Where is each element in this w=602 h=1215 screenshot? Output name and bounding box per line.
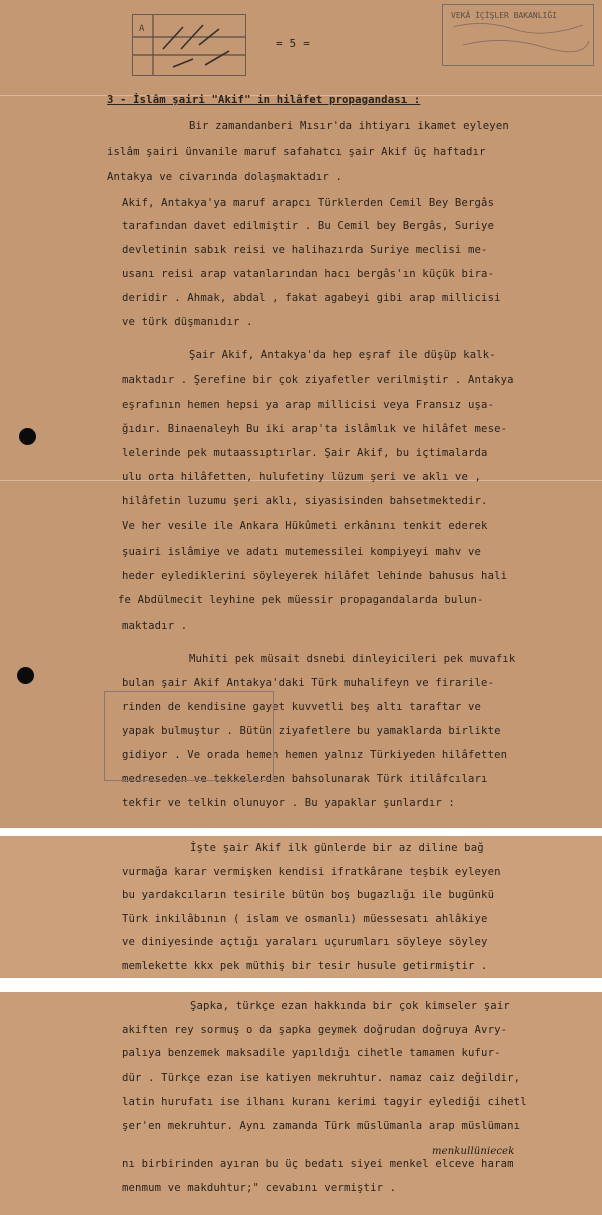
text-line: devletinin sabık reisi ve halihazırda Suriye meclisi me- [122, 244, 488, 256]
text-line: menmum ve makduhtur;" cevabını vermiştir . [122, 1182, 397, 1194]
text-line: ğıdır. Binaenaleyh Bu iki arap'ta islâmlık ve hilâfet mese- [122, 423, 508, 435]
text-line: tarafından davet edilmiştir . Bu Cemil bey Bergâs, Suriye [122, 220, 495, 232]
punch-hole [19, 428, 36, 445]
text-line: latin hurufatı ise ilhanı kuranı kerimi tagyir eylediği cihetl [122, 1096, 527, 1108]
text-line: usanı reisi arap vatanlarından hacı bergâs'ın küçük bira- [122, 268, 495, 280]
text-line: nı birbirinden ayıran bu üç bedatı siyei menkel elceve haram [122, 1158, 514, 1170]
text-line: Şapka, türkçe ezan hakkında bir çok kimseler şair [190, 1000, 510, 1012]
punch-hole [17, 667, 34, 684]
handwritten-note: menkullüniecek [432, 1146, 515, 1157]
text-line: heder eylediklerini söyleyerek hilâfet lehinde bahusus hali [122, 570, 508, 582]
stamp-scribble-icon [443, 5, 593, 65]
text-line: medreseden ve tekkelerden bahsolunarak Türk itilâfcıları [122, 773, 488, 785]
text-line: dür . Türkçe ezan ise katiyen mekruhtur. namaz caiz değildir, [122, 1072, 521, 1084]
received-stamp [104, 691, 274, 781]
text-line: memlekette kkx pek müthiş bir tesir husule getirmiştir . [122, 960, 488, 972]
text-line: hilâfetin luzumu şeri aklı, siyasisinden bahsetmektedir. [122, 495, 488, 507]
official-stamp [442, 4, 594, 66]
stamp-text: VEKÂ İÇİŞLER BAKANLIĞI [451, 11, 557, 20]
text-line: eşrafının hemen hepsi ya arap millicisi veya Fransız uşa- [122, 399, 495, 411]
text-line: Şair Akif, Antakya'da hep eşraf ile düşüp kalk- [189, 349, 496, 361]
text-line: bu yardakcıların tesirile bütün boş bugazlığı ile bugünkü [122, 889, 495, 901]
text-line: tekfir ve telkin olunuyor . Bu yapaklar şunlardır : [122, 797, 455, 809]
text-line: ve diniyesinde açtığı yaraları uçurumları söyleye söyley [122, 936, 488, 948]
text-line: palıya benzemek maksadile yapıldığı cihetle tamamen kufur- [122, 1047, 501, 1059]
grid-stamp [132, 14, 246, 76]
svg-text:A: A [139, 24, 145, 34]
text-line: İşte şair Akif ilk günlerde bir az diline bağ [190, 842, 484, 854]
text-line: Ve her vesile ile Ankara Hükûmeti erkânını tenkit ederek [122, 520, 488, 532]
grid-stamp-icon [133, 15, 245, 75]
text-line: Bir zamandanberi Mısır'da ihtiyarı ikamet eyleyen [189, 120, 509, 132]
text-line: deridir . Ahmak, abdal , fakat agabeyi gibi arap millicisi [122, 292, 501, 304]
page-number: = 5 = [276, 37, 310, 50]
text-line: şuairi islâmiye ve adatı mutemessilei kompiyeyi mahv ve [122, 546, 482, 558]
text-line: maktadır . [122, 620, 188, 632]
section-heading: 3 - İslâm şairi "Akif" in hilâfet propagandası : [107, 94, 421, 106]
text-line: Türk inkilâbının ( islam ve osmanlı) müessesatı ahlâkiye [122, 913, 488, 925]
text-line: bulan şair Akif Antakya'daki Türk muhalifeyn ve firarile- [122, 677, 495, 689]
text-line: Antakya ve civarında dolaşmaktadır . [107, 171, 343, 183]
text-line: Akif, Antakya'ya maruf arapcı Türklerden Cemil Bey Bergâs [122, 197, 495, 209]
text-line: lelerinde pek mutaassıptırlar. Şair Akif, bu içtimalarda [122, 447, 488, 459]
text-line: şer'en mekruhtur. Aynı zamanda Türk müslümanla arap müslümanı [122, 1120, 521, 1132]
document-sheet-3 [0, 992, 602, 1215]
text-line: gidiyor . Ve orada hemen hemen yalnız Türkiyeden hilâfetten [122, 749, 508, 761]
text-line: maktadır . Şerefine bir çok ziyafetler verilmiştir . Antakya [122, 374, 514, 386]
text-line: yapak bulmuştur . Bütün ziyafetlere bu yamaklarda birlikte [122, 725, 501, 737]
text-line: vurmağa karar vermişken kendisi ifratkârane teşbik eyleyen [122, 866, 501, 878]
text-line: rinden de kendisine gayet kuvvetli beş altı taraftar ve [122, 701, 482, 713]
text-line: ve türk düşmanıdır . [122, 316, 253, 328]
document-sheet-2 [0, 836, 602, 978]
text-line: islâm şairi ünvanile maruf safahatcı şair Akif üç haftadır [107, 146, 486, 158]
text-line: akiften rey sormuş o da şapka geymek doğrudan doğruya Avry- [122, 1024, 508, 1036]
text-line: fe Abdülmecit leyhine pek müessir propagandalarda bulun- [118, 594, 484, 606]
text-line: ulu orta hilâfetten, hulufetiny lüzum şeri ve aklı ve , [122, 471, 482, 483]
text-line: Muhiti pek müsait dsnebi dinleyicileri pek muvafık [189, 653, 516, 665]
